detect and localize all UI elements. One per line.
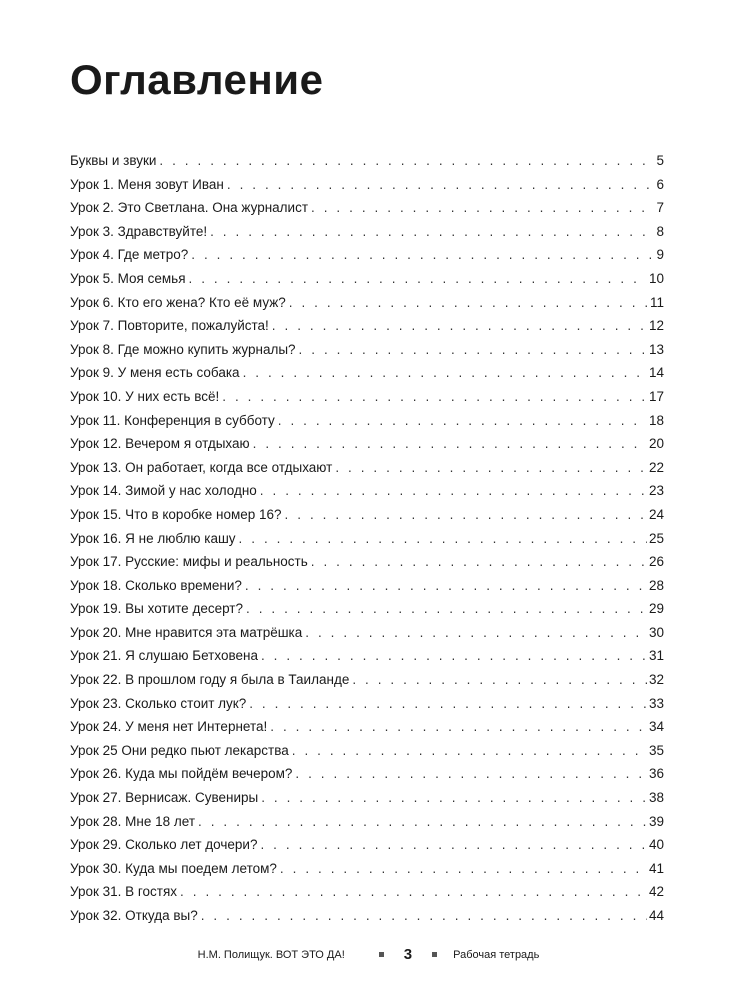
toc-entry-page: 39 [648,813,664,829]
toc-entry-title: Урок 22. В прошлом году я была в Таиланде [70,672,350,688]
toc-dot-leader [285,503,647,527]
toc-entry-page: 20 [648,436,664,452]
toc-entry-title: Урок 20. Мне нравится эта матрёшка [70,624,303,640]
toc-entry[interactable] [70,715,664,739]
toc-entry-title: Урок 4. Где метро? [70,247,189,263]
toc-entry-title: Урок 14. Зимой у нас холодно [70,483,257,499]
toc-entry-title: Урок 7. Повторите, пожалуйста! [70,318,269,334]
toc-entry[interactable] [70,243,664,267]
toc-dot-leader [352,668,647,692]
toc-dot-leader [189,267,647,291]
toc-entry-page: 11 [649,294,664,310]
toc-entry-page: 10 [648,270,664,286]
toc-entry[interactable] [70,314,664,338]
toc-dot-leader [305,621,647,645]
toc-entry-title: Урок 26. Куда мы пойдём вечером? [70,766,293,782]
toc-entry[interactable] [70,267,664,291]
toc-entry[interactable] [70,644,664,668]
toc-entry-title: Урок 19. Вы хотите десерт? [70,601,243,617]
toc-entry-title: Урок 23. Сколько стоит лук? [70,695,247,711]
footer-separator-square [432,952,437,957]
toc-entry[interactable] [70,668,664,692]
toc-entry[interactable] [70,621,664,645]
toc-entry[interactable] [70,810,664,834]
footer-page-number: 3 [403,946,413,963]
toc-entry-page: 5 [656,153,664,168]
toc-dot-leader [311,196,654,220]
toc-entry-title: Урок 18. Сколько времени? [70,577,242,593]
toc-entry-page: 25 [648,530,664,546]
toc-dot-leader [270,715,647,739]
toc-entry[interactable] [70,503,664,527]
toc-dot-leader [249,692,647,716]
toc-dot-leader [253,432,647,456]
toc-entry-page: 6 [656,176,664,192]
toc-entry[interactable] [70,527,664,551]
toc-entry-page: 41 [648,860,664,876]
toc-dot-leader [245,574,647,598]
toc-dot-leader [280,857,647,881]
toc-entry[interactable] [70,574,664,598]
toc-dot-leader [201,904,647,928]
toc-entry-page: 12 [648,318,664,334]
toc-entry[interactable] [70,409,664,433]
toc-entry-title: Урок 11. Конференция в субботу [70,412,275,428]
toc-entry[interactable] [70,904,664,928]
toc-entry-title: Урок 8. Где можно купить журналы? [70,341,296,357]
toc-entry-page: 42 [648,884,664,900]
toc-entry-title: Буквы и звуки [70,153,157,168]
toc-entry[interactable] [70,291,664,315]
toc-entry-title: Урок 2. Это Светлана. Она журналист [70,200,309,216]
toc-dot-leader [292,739,647,763]
toc-entry[interactable] [70,786,664,810]
toc-dot-leader [295,762,647,786]
toc-entry[interactable] [70,857,664,881]
toc-dot-leader [335,456,647,480]
toc-entry-page: 35 [648,742,664,758]
toc-entry[interactable] [70,597,664,621]
toc-entry-title: Урок 12. Вечером я отдыхаю [70,436,250,452]
toc-dot-leader [239,527,647,551]
toc-entry-title: Урок 29. Сколько лет дочери? [70,837,258,853]
toc-entry-title: Урок 30. Куда мы поедем летом? [70,860,277,876]
toc-entry-page: 36 [648,766,664,782]
toc-entry[interactable] [70,692,664,716]
toc-entry[interactable] [70,361,664,385]
toc-entry-title: Урок 25 Они редко пьют лекарства [70,742,289,758]
page-footer [0,946,737,963]
toc-entry[interactable] [70,338,664,362]
toc-entry-title: Урок 21. Я слушаю Бетховена [70,648,258,664]
toc-entry-page: 8 [656,223,664,239]
toc-dot-leader [159,149,654,173]
toc-dot-leader [289,291,648,315]
toc-entry[interactable] [70,479,664,503]
toc-entry[interactable] [70,173,664,197]
toc-dot-leader [272,314,647,338]
toc-entry-title: Урок 17. Русские: мифы и реальность [70,554,308,570]
toc-entry-title: Урок 27. Вернисаж. Сувениры [70,790,259,806]
toc-entry-page: 38 [648,790,664,806]
toc-entry-page: 26 [648,554,664,570]
toc-dot-leader [222,385,647,409]
toc-entry-page: 34 [648,719,664,735]
toc-entry-page: 33 [648,695,664,711]
toc-entry-page: 17 [648,388,664,404]
toc-entry[interactable] [70,149,664,173]
toc-entry-title: Урок 3. Здравствуйте! [70,223,208,239]
toc-entry-page: 9 [656,247,664,263]
toc-dot-leader [243,361,647,385]
toc-entry-page: 28 [648,577,664,593]
toc-dot-leader [260,479,647,503]
toc-entry-page: 30 [648,624,664,640]
toc-dot-leader [180,880,647,904]
toc-entry-title: Урок 32. Откуда вы? [70,908,198,923]
toc-dot-leader [311,550,647,574]
toc-entry-page: 24 [648,506,664,522]
toc-entry-title: Урок 24. У меня нет Интернета! [70,719,268,735]
toc-dot-leader [261,786,647,810]
toc-entry[interactable] [70,432,664,456]
toc-entry-page: 31 [648,648,664,664]
toc-entry-page: 44 [648,908,664,923]
toc-dot-leader [191,243,654,267]
toc-dot-leader [261,644,647,668]
toc-dot-leader [210,220,654,244]
footer-book-author-title: Н.М. Полищук. ВОТ ЭТО ДА! [197,948,345,961]
toc-entry-page: 22 [648,459,664,475]
toc-entry-title: Урок 10. У них есть всё! [70,388,220,404]
toc-entry-title: Урок 9. У меня есть собака [70,365,240,381]
toc-entry-title: Урок 6. Кто его жена? Кто её муж? [70,294,286,310]
table-of-contents [70,149,664,928]
toc-entry-page: 7 [656,200,664,216]
toc-dot-leader [198,810,647,834]
footer-book-subtitle: Рабочая тетрадь [453,948,540,961]
toc-entry[interactable] [70,385,664,409]
toc-entry[interactable] [70,762,664,786]
toc-entry-page: 29 [648,601,664,617]
toc-entry-title: Урок 13. Он работает, когда все отдыхают [70,459,333,475]
footer-separator-square [379,952,384,957]
toc-entry-title: Урок 31. В гостях [70,884,178,900]
toc-entry-page: 18 [648,412,664,428]
toc-entry-title: Урок 15. Что в коробке номер 16? [70,506,282,522]
toc-entry[interactable] [70,456,664,480]
toc-entry-title: Урок 5. Моя семья [70,270,186,286]
toc-entry-title: Урок 1. Меня зовут Иван [70,176,224,192]
toc-entry[interactable] [70,880,664,904]
toc-entry-title: Урок 16. Я не люблю кашу [70,530,236,546]
toc-entry-title: Урок 28. Мне 18 лет [70,813,196,829]
toc-entry[interactable] [70,550,664,574]
toc-entry[interactable] [70,220,664,244]
toc-dot-leader [278,409,647,433]
toc-entry[interactable] [70,196,664,220]
toc-dot-leader [227,173,655,197]
toc-entry-page: 40 [648,837,664,853]
toc-entry-page: 14 [648,365,664,381]
toc-entry[interactable] [70,739,664,763]
toc-dot-leader [260,833,647,857]
toc-entry-page: 32 [648,672,664,688]
toc-entry[interactable] [70,833,664,857]
toc-dot-leader [246,597,647,621]
toc-entry-page: 13 [648,341,664,357]
toc-dot-leader [299,338,647,362]
page-title: Оглавление [70,56,324,103]
toc-entry-page: 23 [648,483,664,499]
